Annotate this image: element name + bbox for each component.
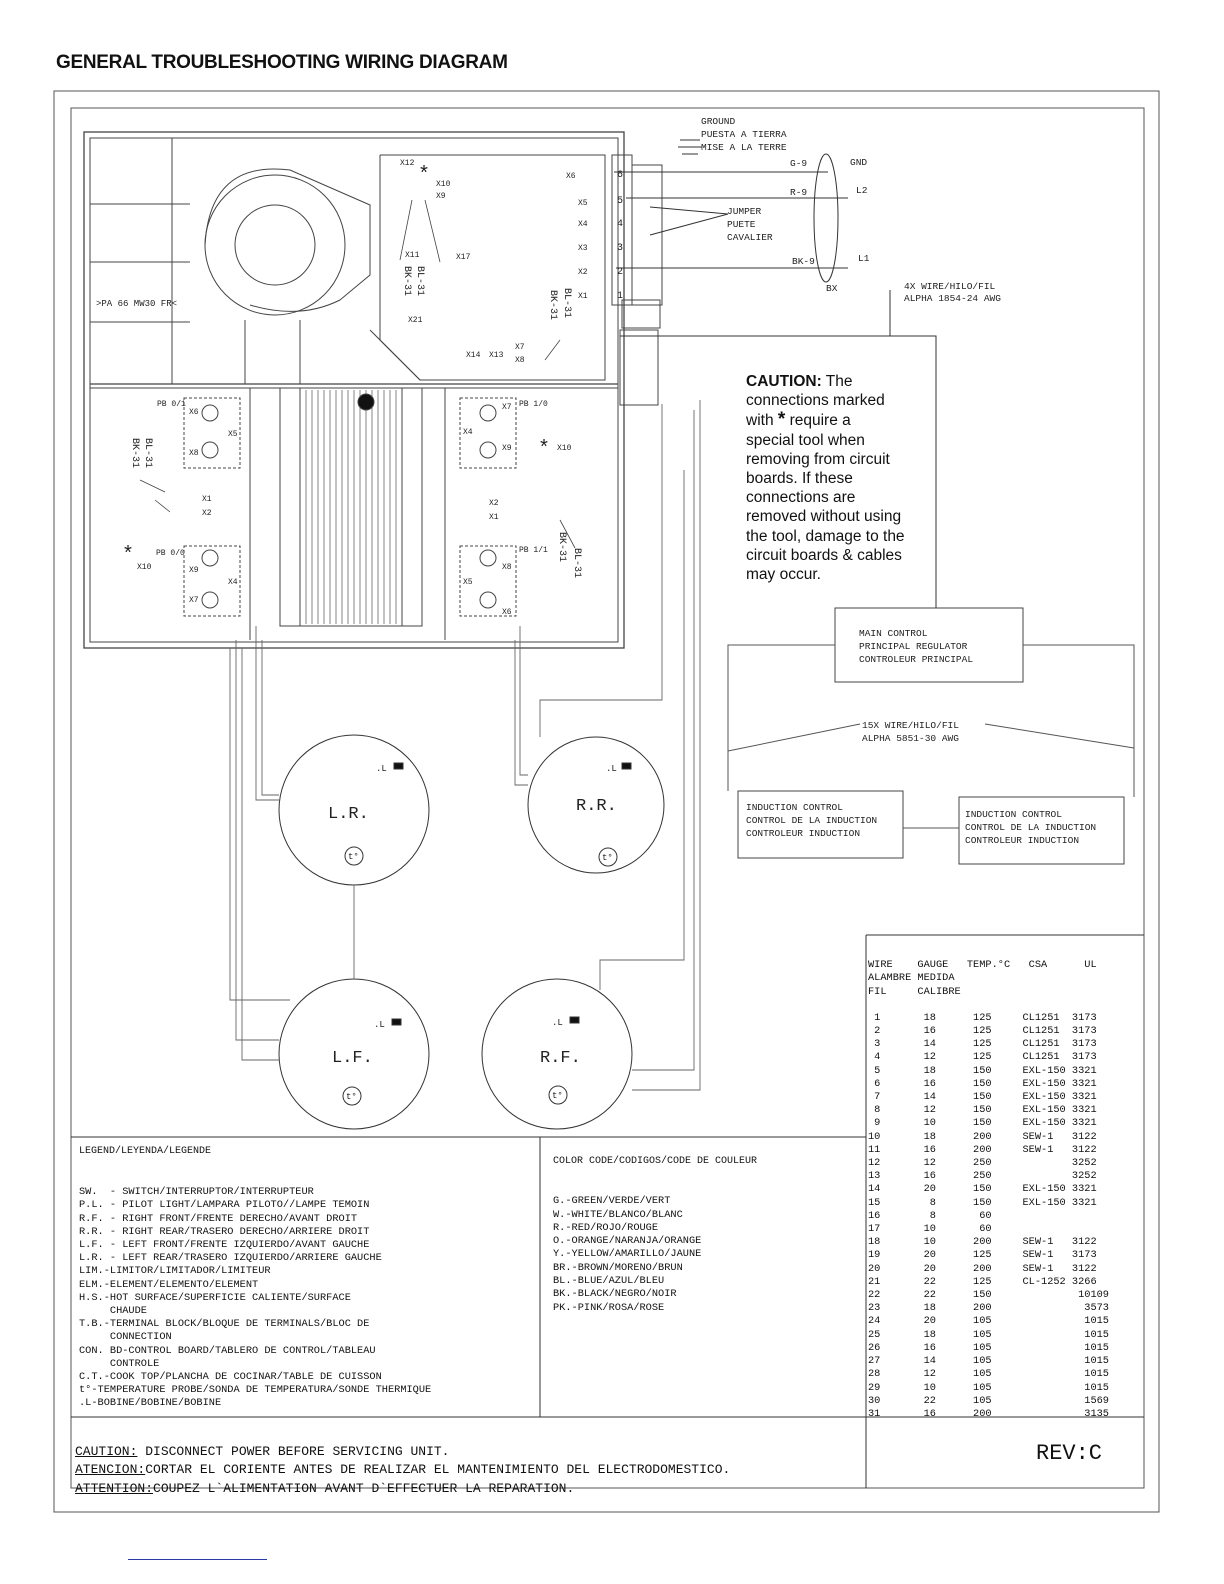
label-x2-left: X2 (202, 509, 212, 518)
label-pb00: PB 0/0 (156, 549, 185, 558)
caution-fr-label: ATTENTION: (75, 1480, 154, 1496)
table-row: 2 16 125 CL1251 3173 (868, 1025, 1097, 1038)
burner-label-lr: L.R. (328, 805, 369, 824)
terminal-l1: L1 (858, 253, 870, 264)
legend-item: R.F. - RIGHT FRONT/FRENTE DERECHO/AVANT DROIT (79, 1212, 358, 1225)
wire-r9: R-9 (790, 187, 808, 198)
ground-label: GROUND (701, 116, 736, 127)
terminal-number: 5 (617, 196, 624, 207)
table-row: 9 10 150 EXL-150 3321 (868, 1117, 1097, 1130)
label-bl31-left: BL-31 (142, 438, 153, 469)
label-x6-pb11: X6 (502, 608, 512, 617)
color-code-item: R.-RED/ROJO/ROUGE (553, 1221, 659, 1234)
table-row: 7 14 150 EXL-150 3321 (868, 1091, 1097, 1104)
induction-control-label: CONTROL DE LA INDUCTION (965, 822, 1097, 833)
jumper-label: JUMPER (727, 206, 762, 217)
color-code-item: BR.-BROWN/MORENO/BRUN (553, 1261, 683, 1274)
table-row: 30 22 105 1569 (868, 1394, 1109, 1407)
label-bl31-mid: BL-31 (561, 288, 572, 319)
table-row: 23 18 200 3573 (868, 1302, 1109, 1315)
table-row: 11 16 200 SEW-1 3122 (868, 1143, 1097, 1156)
table-row: 10 18 200 SEW-1 3122 (868, 1130, 1097, 1143)
caution-es-text: CORTAR EL CORIENTE ANTES DE REALIZAR EL MANTENIMIENTO DEL ELECTRODOMESTICO. (145, 1462, 731, 1477)
table-row: 28 12 105 1015 (868, 1368, 1109, 1381)
label-x4-pb00: X4 (228, 578, 238, 587)
probe-label: t° (552, 1091, 563, 1101)
table-row: 3 14 125 CL1251 3173 (868, 1038, 1097, 1051)
main-control-label: MAIN CONTROL (859, 628, 928, 639)
cable-bx: BX (826, 283, 838, 294)
table-row: 17 10 60 (868, 1223, 992, 1236)
label-pb01: PB 0/1 (157, 400, 186, 409)
label-bk31-mid: BK-31 (547, 290, 558, 321)
legend-item: H.S.-HOT SURFACE/SUPERFICIE CALIENTE/SURFACE (79, 1291, 351, 1304)
legend-item: L.R. - LEFT REAR/TRASERO IZQUIERDO/ARRIERE GAUCHE (79, 1252, 382, 1265)
label-x1-right: X1 (489, 513, 499, 522)
terminal-x: X4 (578, 220, 588, 229)
label-x17: X17 (456, 253, 471, 262)
label-x7: X7 (515, 343, 525, 352)
ground-label: MISE A LA TERRE (701, 142, 787, 153)
label-pb11: PB 1/1 (519, 546, 548, 555)
table-row: 18 10 200 SEW-1 3122 (868, 1236, 1097, 1249)
page-title: GENERAL TROUBLESHOOTING WIRING DIAGRAM (56, 52, 508, 73)
legend-item: LIM.-LIMITOR/LIMITADOR/LIMITEUR (79, 1265, 271, 1278)
label-x2-right: X2 (489, 499, 499, 508)
special-tool-asterisk: * (122, 544, 135, 567)
legend-item: CONNECTION (79, 1331, 172, 1344)
label-bk31-right: BK-31 (556, 532, 567, 563)
induction-control-label: INDUCTION CONTROL (965, 809, 1062, 820)
color-code-item: G.-GREEN/VERDE/VERT (553, 1195, 671, 1208)
table-row: 25 18 105 1015 (868, 1328, 1109, 1341)
footer-link-underline[interactable] (128, 1559, 267, 1560)
legend-item: t°-TEMPERATURE PROBE/SONDA DE TEMPERATURA/SONDE THERMIQUE (79, 1384, 432, 1397)
color-code-list (553, 1182, 701, 1328)
label-x10-left: X10 (137, 563, 152, 572)
label-x8-pb11: X8 (502, 563, 512, 572)
legend (79, 1173, 431, 1424)
supply-wire-spec: ALPHA 1854-24 AWG (904, 293, 1001, 304)
main-control-label: CONTROLEUR PRINCIPAL (859, 654, 974, 665)
label-bk31-top: BK-31 (401, 266, 412, 297)
terminal-x: X6 (566, 172, 576, 181)
table-row: 19 20 125 SEW-1 3173 (868, 1249, 1097, 1262)
legend-item: SW. - SWITCH/INTERRUPTOR/INTERRUPTEUR (79, 1186, 314, 1199)
table-row: 6 16 150 EXL-150 3321 (868, 1077, 1097, 1090)
special-tool-asterisk: * (418, 164, 431, 187)
legend-item: T.B.-TERMINAL BLOCK/BLOQUE DE TERMINALS/BLOC DE (79, 1318, 370, 1331)
table-row: 22 22 150 10109 (868, 1289, 1109, 1302)
terminal-number: 6 (617, 170, 624, 181)
label-x5-pb01: X5 (228, 430, 238, 439)
label-x21: X21 (408, 316, 423, 325)
legend-item: R.R. - RIGHT REAR/TRASERO DERECHO/ARRIERE DROIT (79, 1225, 370, 1238)
color-code-item: W.-WHITE/BLANCO/BLANC (553, 1208, 683, 1221)
label-x7-pb00: X7 (189, 596, 199, 605)
burner-label-rr: R.R. (576, 797, 617, 816)
label-bl31-right: BL-31 (571, 548, 582, 579)
jumper-label: PUETE (727, 219, 756, 230)
table-row: 29 10 105 1015 (868, 1381, 1109, 1394)
label-x4-pb10: X4 (463, 428, 473, 437)
service-caution (75, 1424, 730, 1517)
table-header: WIRE GAUGE TEMP.°C CSA UL (868, 959, 1097, 972)
caution-fr-text: COUPEZ L`ALIMENTATION AVANT D`EFFECTUER LA REPARATION. (153, 1480, 575, 1496)
asterisk-icon: * (777, 409, 786, 431)
color-code-item: BL.-BLUE/AZUL/BLEU (553, 1275, 665, 1288)
burner-label-lf: L.F. (332, 1049, 373, 1068)
color-code-title: COLOR CODE/CODIGOS/CODE DE COULEUR (553, 1156, 758, 1167)
caution-label: CAUTION: (746, 373, 822, 390)
table-row: 5 18 150 EXL-150 3321 (868, 1064, 1097, 1077)
legend-item: P.L. - PILOT LIGHT/LAMPARA PILOTO//LAMPE TEMOIN (79, 1199, 370, 1212)
label-x9-pb10: X9 (502, 444, 512, 453)
probe-label: t° (346, 1092, 357, 1102)
legend-item: L.F. - LEFT FRONT/FRENTE IZQUIERDO/AVANT GAUCHE (79, 1239, 370, 1252)
terminal-number: 3 (617, 243, 624, 254)
table-row: 15 8 150 EXL-150 3321 (868, 1196, 1097, 1209)
terminal-x: X2 (578, 268, 588, 277)
material-marking: >PA 66 MW30 FR< (96, 299, 178, 309)
coil-label: .L (374, 1020, 385, 1030)
terminal-gnd: GND (850, 157, 868, 168)
label-x5-pb11: X5 (463, 578, 473, 587)
label-x8-pb01: X8 (189, 449, 199, 458)
legend-item: .L-BOBINE/BOBINE/BOBINE (79, 1397, 222, 1410)
label-x6-pb01: X6 (189, 408, 199, 417)
legend-item: CONTROLE (79, 1357, 160, 1370)
caution-es-label: ATENCION: (75, 1462, 146, 1477)
induction-control-label: INDUCTION CONTROL (746, 802, 843, 813)
legend-item: CHAUDE (79, 1305, 147, 1318)
table-header: FIL CALIBRE (868, 985, 961, 998)
caution-en-label: CAUTION: (75, 1443, 138, 1459)
wire-bk9: BK-9 (792, 256, 815, 267)
caution-en-text: DISCONNECT POWER BEFORE SERVICING UNIT. (137, 1443, 450, 1459)
terminal-number: 1 (617, 291, 624, 302)
table-row: 12 12 250 3252 (868, 1157, 1097, 1170)
jumper-label: CAVALIER (727, 232, 773, 243)
special-tool-caution: CAUTION: The connections marked with * require a special tool when removing from circuit boards. If these connections are removed without using the tool, damage to the circuit boards & cables may occur. (746, 373, 905, 584)
terminal-l2: L2 (856, 185, 868, 196)
wire-g9: G-9 (790, 158, 808, 169)
control-wire-spec: 15X WIRE/HILO/FIL (862, 720, 959, 731)
table-row: 24 20 105 1015 (868, 1315, 1109, 1328)
legend-item: ELM.-ELEMENT/ELEMENTO/ELEMENT (79, 1278, 259, 1291)
revision-label: REV:C (1036, 1441, 1103, 1466)
label-x10-right: X10 (557, 444, 572, 453)
coil-label: .L (376, 764, 387, 774)
probe-label: t° (348, 852, 359, 862)
table-row: 31 16 200 3135 (868, 1407, 1109, 1420)
table-row: 26 16 105 1015 (868, 1341, 1109, 1354)
label-x14: X14 (466, 351, 481, 360)
supply-wire-spec: 4X WIRE/HILO/FIL (904, 281, 996, 292)
table-row: 21 22 125 CL-1252 3266 (868, 1275, 1097, 1288)
table-row: 8 12 150 EXL-150 3321 (868, 1104, 1097, 1117)
induction-control-label: CONTROLEUR INDUCTION (746, 828, 861, 839)
color-code-item: BK.-BLACK/NEGRO/NOIR (553, 1288, 677, 1301)
table-row: 20 20 200 SEW-1 3122 (868, 1262, 1097, 1275)
label-x7-pb10: X7 (502, 403, 512, 412)
legend-item: C.T.-COOK TOP/PLANCHA DE COCINAR/TABLE DE CUISSON (79, 1371, 382, 1384)
label-x11: X11 (405, 251, 420, 260)
coil-label: .L (552, 1018, 563, 1028)
label-x9-pb00: X9 (189, 566, 199, 575)
color-code-item: Y.-YELLOW/AMARILLO/JAUNE (553, 1248, 702, 1261)
terminal-x: X1 (578, 292, 588, 301)
label-pb10: PB 1/0 (519, 400, 548, 409)
table-row: 16 8 60 (868, 1209, 992, 1222)
label-x8: X8 (515, 356, 525, 365)
burner-label-rf: R.F. (540, 1049, 581, 1068)
terminal-x: X3 (578, 244, 588, 253)
induction-control-label: CONTROL DE LA INDUCTION (746, 815, 878, 826)
terminal-number: 4 (617, 219, 624, 230)
ground-label: PUESTA A TIERRA (701, 129, 787, 140)
table-row: 4 12 125 CL1251 3173 (868, 1051, 1097, 1064)
special-tool-asterisk: * (538, 438, 551, 461)
label-x10: X10 (436, 180, 451, 189)
coil-label: .L (606, 764, 617, 774)
terminal-number: 2 (617, 267, 624, 278)
legend-title: LEGEND/LEYENDA/LEGENDE (79, 1146, 212, 1157)
color-code-item: PK.-PINK/ROSA/ROSE (553, 1301, 665, 1314)
label-x9: X9 (436, 192, 446, 201)
label-bk31-left: BK-31 (129, 438, 140, 469)
legend-item: CON. BD-CONTROL BOARD/TABLERO DE CONTROL/TABLEAU (79, 1344, 376, 1357)
main-control-label: PRINCIPAL REGULATOR (859, 641, 968, 652)
control-wire-spec: ALPHA 5851-30 AWG (862, 733, 959, 744)
terminal-x: X5 (578, 199, 588, 208)
wire-spec-table (868, 946, 1109, 1434)
label-bl31-top: BL-31 (414, 266, 425, 297)
color-code-item: O.-ORANGE/NARANJA/ORANGE (553, 1235, 702, 1248)
probe-label: t° (602, 853, 613, 863)
induction-control-label: CONTROLEUR INDUCTION (965, 835, 1080, 846)
table-row: 27 14 105 1015 (868, 1355, 1109, 1368)
table-row: 14 20 150 EXL-150 3321 (868, 1183, 1097, 1196)
label-x1-left: X1 (202, 495, 212, 504)
label-x13: X13 (489, 351, 504, 360)
table-header: ALAMBRE MEDIDA (868, 972, 955, 985)
table-row: 1 18 125 CL1251 3173 (868, 1011, 1097, 1024)
table-row: 13 16 250 3252 (868, 1170, 1097, 1183)
label-x12: X12 (400, 159, 415, 168)
